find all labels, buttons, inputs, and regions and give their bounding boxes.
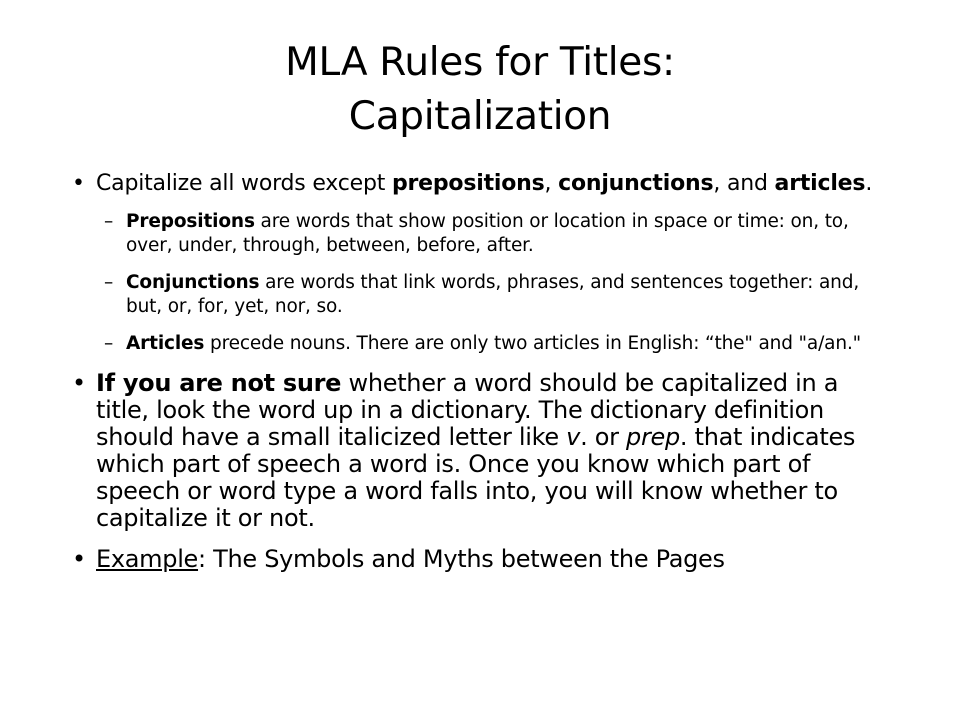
dash-icon: – — [104, 272, 114, 293]
bullet-text: Capitalize all words except — [96, 171, 392, 196]
bullet-icon: • — [72, 545, 86, 573]
term-prepositions: Prepositions — [126, 211, 255, 232]
definition-text: are words that link words, phrases, and sentences together: and, but, or, for, yet, nor, so. — [126, 272, 860, 317]
definition-text: are words that show position or location in space or time: on, to, over, under, through, between, before, after. — [126, 211, 849, 256]
bullet-dictionary-rule — [72, 370, 892, 532]
title-line-2: Capitalization — [348, 94, 612, 139]
bold-articles: articles — [774, 171, 866, 196]
italic-v: v — [566, 423, 581, 451]
term-conjunctions: Conjunctions — [126, 272, 260, 293]
sub-bullet-conjunctions — [104, 271, 892, 319]
bold-prepositions: prepositions — [391, 171, 545, 196]
italic-prep: prep — [626, 423, 680, 451]
bullet-icon: • — [72, 369, 86, 397]
bold-conjunctions: conjunctions — [558, 171, 714, 196]
bullet-example — [72, 546, 892, 573]
bullet-icon: • — [72, 171, 85, 196]
title-line-1: MLA Rules for Titles: — [285, 40, 675, 85]
slide-body — [72, 170, 892, 573]
sub-bullet-prepositions — [104, 210, 892, 258]
example-text: : The Symbols and Myths between the Pages — [198, 545, 725, 573]
slide-title — [0, 36, 960, 144]
definition-text: precede nouns. There are only two articles in English: “the" and "a/an." — [204, 333, 862, 354]
example-label: Example — [96, 545, 199, 573]
bullet-text: , and — [713, 171, 775, 196]
bold-not-sure: If you are not sure — [96, 369, 342, 397]
bullet-text: whether a word should be capitalized in a title, look the word up in a dictionary. The dictionary definition should have a small italicized letter like — [96, 369, 839, 451]
bullet-capitalize-rule — [72, 170, 892, 198]
sub-bullet-articles — [104, 332, 892, 356]
bullet-text: . or — [580, 423, 627, 451]
bullet-text: , — [544, 171, 559, 196]
bullet-text: . — [865, 171, 873, 196]
dash-icon: – — [104, 211, 114, 232]
dash-icon: – — [104, 333, 114, 354]
term-articles: Articles — [126, 333, 205, 354]
bullet-text: . that indicates which part of speech a word is. Once you know which part of speech or word type a word falls into, you will know whether to capitalize it or not. — [96, 423, 856, 532]
